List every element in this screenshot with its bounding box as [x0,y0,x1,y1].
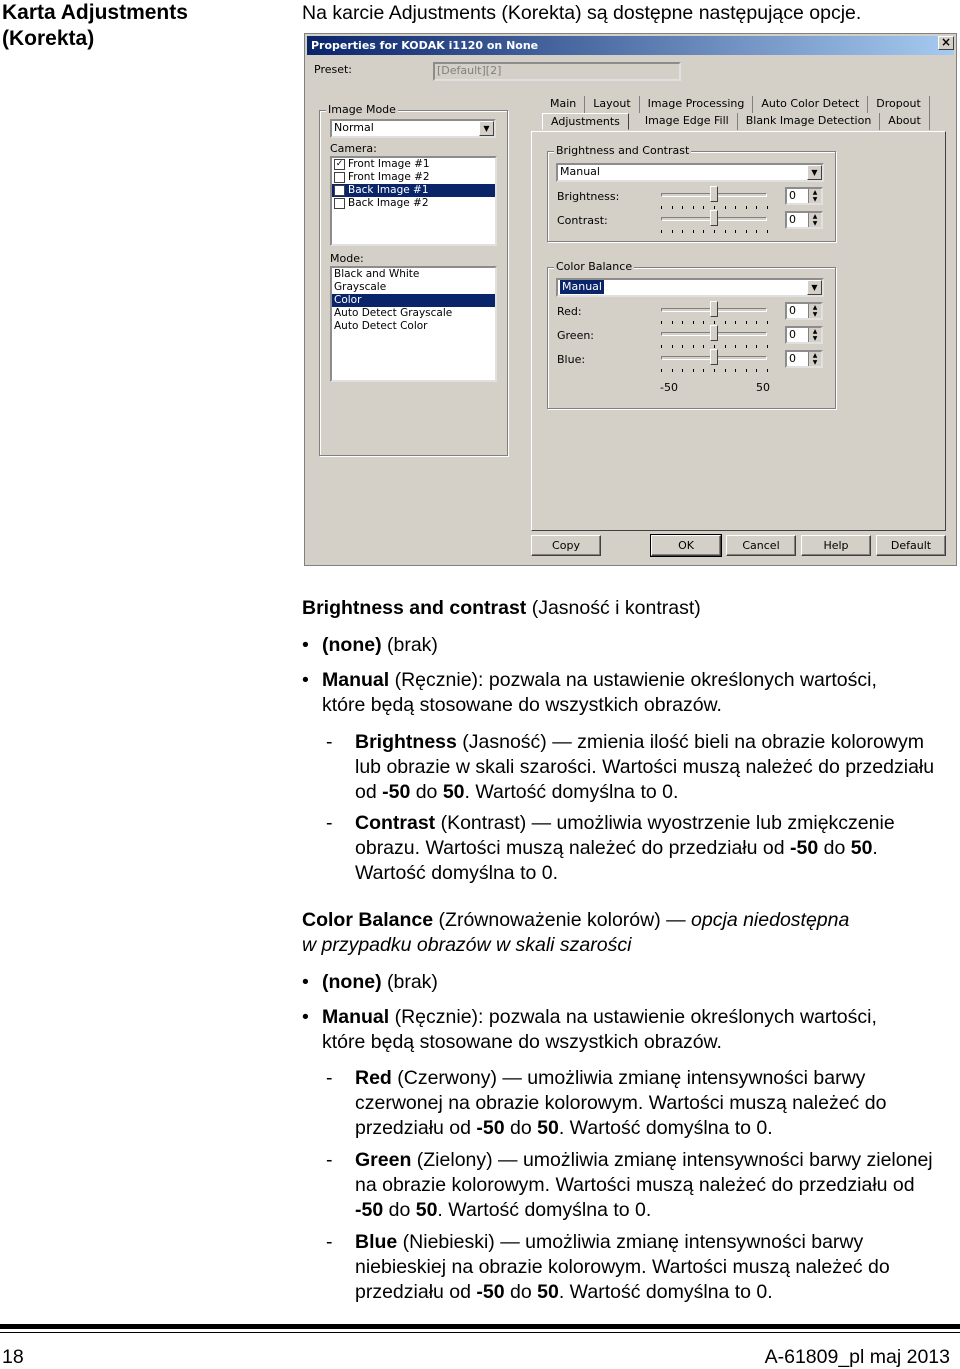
tab-row-top [542,96,930,113]
chevron-down-icon[interactable]: ▼ [479,121,494,136]
bc-heading: Brightness and contrast (Jasność i kontrast) [302,597,701,619]
slider-tick [735,321,736,324]
green-slider[interactable] [661,325,767,351]
preset-label: Preset: [314,63,353,76]
dash-icon: - [326,731,333,753]
checkbox[interactable] [334,185,345,196]
copy-button[interactable]: Copy [531,535,601,556]
slider-tick [672,230,673,233]
cb-manual-item: Manual (Ręcznie): pozwala na ustawienie określonych wartości, które będą stosowane do wszystkich obrazów. [322,1006,877,1053]
tab-auto-color-detect[interactable]: Auto Color Detect [753,96,868,113]
slider-tick [735,230,736,233]
bc-manual-item: Manual (Ręcznie): pozwala na ustawienie określonych wartości, które będą stosowane do wszystkich obrazów. [322,669,877,716]
chevron-down-icon[interactable]: ▼ [807,280,822,295]
brightness-slider[interactable] [661,186,767,212]
default-button[interactable]: Default [876,535,946,556]
slider-tick [693,230,694,233]
slider-thumb[interactable] [710,349,718,365]
slider-tick [746,369,747,372]
tab-adjustments[interactable]: Adjustments [542,113,629,130]
spin-arrows-icon[interactable]: ▲ ▼ [808,213,821,227]
slider-thumb[interactable] [710,325,718,341]
image-mode-select[interactable] [330,119,496,138]
slider-tick [682,369,683,372]
bc-mode-select[interactable] [556,163,824,182]
slider-tick [746,345,747,348]
slider-tick [756,321,757,324]
brightness-description: Brightness (Jasność) — zmienia ilość bieli na obrazie kolorowym lub obrazie w skali szarości. Wartości muszą należeć do przedziału od -50 do 50. Wartość domyślna to 0. [355,731,935,803]
camera-item[interactable]: ✓ Front Image #1 [335,158,430,170]
slider-tick [661,369,662,372]
properties-dialog [304,33,957,566]
slider-tick [703,206,704,209]
tab-blank-image-detection[interactable]: Blank Image Detection [738,113,881,130]
slider-tick [714,206,715,209]
spin-arrows-icon[interactable]: ▲ ▼ [808,304,821,318]
slider-tick [767,369,768,372]
tab-row-bottom [542,113,930,130]
green-description: Green (Zielony) — umożliwia zmianę intensywności barwy zielonej na obrazie kolorowym. Wartości muszą należeć do przedziału od -50 do 50. Wartość domyślna to 0. [355,1149,933,1221]
slider-tick [767,206,768,209]
slider-tick [746,230,747,233]
slider-tick [725,345,726,348]
slider-tick [725,206,726,209]
close-icon[interactable]: × [938,36,954,50]
brightness-label: Brightness: [557,190,620,203]
contrast-description: Contrast (Kontrast) — umożliwia wyostrzenie lub zmiękczenie obrazu. Wartości muszą należeć do przedziału od -50 do 50. Wartość domyślna to 0. [355,812,895,884]
intro-text: Na karcie Adjustments (Korekta) są dostępne następujące opcje. [302,2,862,24]
slider-tick [693,206,694,209]
slider-tick [703,369,704,372]
tab-about[interactable]: About [880,113,930,130]
cb-none-item: (none) (brak) [322,971,438,993]
scale-max-label: 50 [756,381,770,394]
page-number: 18 [2,1346,24,1368]
slider-tick [682,321,683,324]
cancel-button[interactable]: Cancel [726,535,796,556]
cb-mode-value: Manual [562,280,602,293]
slider-tick [767,345,768,348]
blue-spinner[interactable]: 0 ▲ ▼ [785,350,823,368]
slider-tick [693,369,694,372]
slider-tick [703,321,704,324]
slider-thumb[interactable] [710,210,718,226]
slider-tick [767,321,768,324]
slider-tick [735,206,736,209]
slider-tick [693,345,694,348]
mode-item[interactable]: Auto Detect Color [334,320,428,332]
bullet-icon: • [302,669,309,691]
chevron-down-icon[interactable]: ▼ [807,165,822,180]
slider-tick [703,345,704,348]
mode-item[interactable]: Auto Detect Grayscale [334,307,453,319]
bullet-icon: • [302,971,309,993]
mode-item[interactable]: Color [332,294,495,307]
slider-tick [725,230,726,233]
slider-tick [672,369,673,372]
contrast-spinner[interactable]: 0 ▲ ▼ [785,211,823,229]
slider-tick [735,345,736,348]
tab-layout[interactable]: Layout [585,96,639,113]
cb-heading: Color Balance (Zrównoważenie kolorów) — opcja niedostępna w przypadku obrazów w skali szarości [302,909,850,956]
camera-label: Camera: [330,142,377,155]
blue-slider[interactable] [661,349,767,375]
brightness-contrast-label: Brightness and Contrast [556,144,690,157]
slider-tick [661,230,662,233]
image-mode-label: Image Mode [328,103,396,116]
contrast-label: Contrast: [557,214,608,227]
footer-rule [0,1324,960,1329]
camera-item[interactable]: Front Image #2 [332,171,495,184]
color-balance-label: Color Balance [556,260,633,273]
dash-icon: - [326,1231,333,1253]
slider-tick [767,230,768,233]
contrast-slider[interactable] [661,210,767,236]
image-mode-value: Normal [334,121,374,134]
dash-icon: - [326,812,333,834]
blue-description: Blue (Niebieski) — umożliwia zmianę intensywności barwy niebieskiej na obrazie kolorowym. Wartości muszą należeć do przedziału od -50 do 50. Wartość domyślna to 0. [355,1231,890,1303]
mode-list[interactable] [330,266,497,382]
slider-tick [756,369,757,372]
slider-tick [725,369,726,372]
slider-tick [661,321,662,324]
slider-tick [714,321,715,324]
ok-button[interactable]: OK [651,535,721,556]
camera-item[interactable]: Back Image #2 [332,197,495,210]
slider-tick [746,321,747,324]
spin-arrows-icon[interactable]: ▲ ▼ [808,189,821,203]
checkbox[interactable] [334,172,345,183]
slider-tick [661,206,662,209]
slider-tick [693,321,694,324]
scale-min-label: -50 [660,381,678,394]
slider-tick [672,206,673,209]
slider-tick [714,369,715,372]
slider-ticks [661,369,767,373]
bc-none-item: (none) (brak) [322,634,438,656]
slider-thumb[interactable] [710,301,718,317]
bc-mode-value: Manual [560,165,600,178]
slider-ticks [661,230,767,234]
red-label: Red: [557,305,582,318]
bullet-icon: • [302,1006,309,1028]
slider-tick [672,345,673,348]
slider-thumb[interactable] [710,186,718,202]
spin-arrows-icon[interactable]: ▲ ▼ [808,328,821,342]
slider-tick [682,206,683,209]
green-label: Green: [557,329,595,342]
slider-tick [682,345,683,348]
brightness-spinner[interactable]: 0 ▲ ▼ [785,187,823,205]
dialog-title: Properties for KODAK i1120 on None [307,36,954,55]
tab-main[interactable]: Main [542,96,585,113]
slider-tick [756,206,757,209]
red-slider[interactable] [661,301,767,327]
blue-label: Blue: [557,353,586,366]
section-heading: Karta Adjustments (Korekta) [2,1,188,50]
preset-field[interactable]: [Default][2] [433,62,681,81]
checkbox[interactable] [334,198,345,209]
slider-tick [714,345,715,348]
slider-tick [661,345,662,348]
slider-tick [703,230,704,233]
dash-icon: - [326,1149,333,1171]
red-spinner[interactable]: 0 ▲ ▼ [785,302,823,320]
document-code: A-61809_pl maj 2013 [764,1346,950,1368]
help-button[interactable]: Help [801,535,871,556]
slider-tick [714,230,715,233]
dash-icon: - [326,1067,333,1089]
checkbox[interactable]: ✓ [335,158,344,169]
slider-tick [682,230,683,233]
bullet-icon: • [302,634,309,656]
green-spinner[interactable]: 0 ▲ ▼ [785,326,823,344]
mode-item[interactable]: Black and White [334,268,420,280]
slider-tick [725,321,726,324]
slider-tick [756,345,757,348]
red-description: Red (Czerwony) — umożliwia zmianę intensywności barwy czerwonej na obrazie kolorowym. Wartości muszą należeć do przedziału od -50 do 50. Wartość domyślna to 0. [355,1067,887,1139]
cb-mode-select[interactable] [556,278,824,297]
slider-tick [672,321,673,324]
tab-image-edge-fill[interactable]: Image Edge Fill [637,113,738,130]
camera-list[interactable] [330,156,497,246]
tab-dropout[interactable]: Dropout [868,96,929,113]
camera-item[interactable]: Back Image #1 [332,184,495,197]
mode-item[interactable]: Grayscale [334,281,387,293]
mode-label: Mode: [330,252,364,265]
spin-arrows-icon[interactable]: ▲ ▼ [808,352,821,366]
slider-tick [746,206,747,209]
slider-tick [735,369,736,372]
slider-tick [756,230,757,233]
tab-image-processing[interactable]: Image Processing [640,96,754,113]
footer-rule-thin [0,1332,960,1333]
